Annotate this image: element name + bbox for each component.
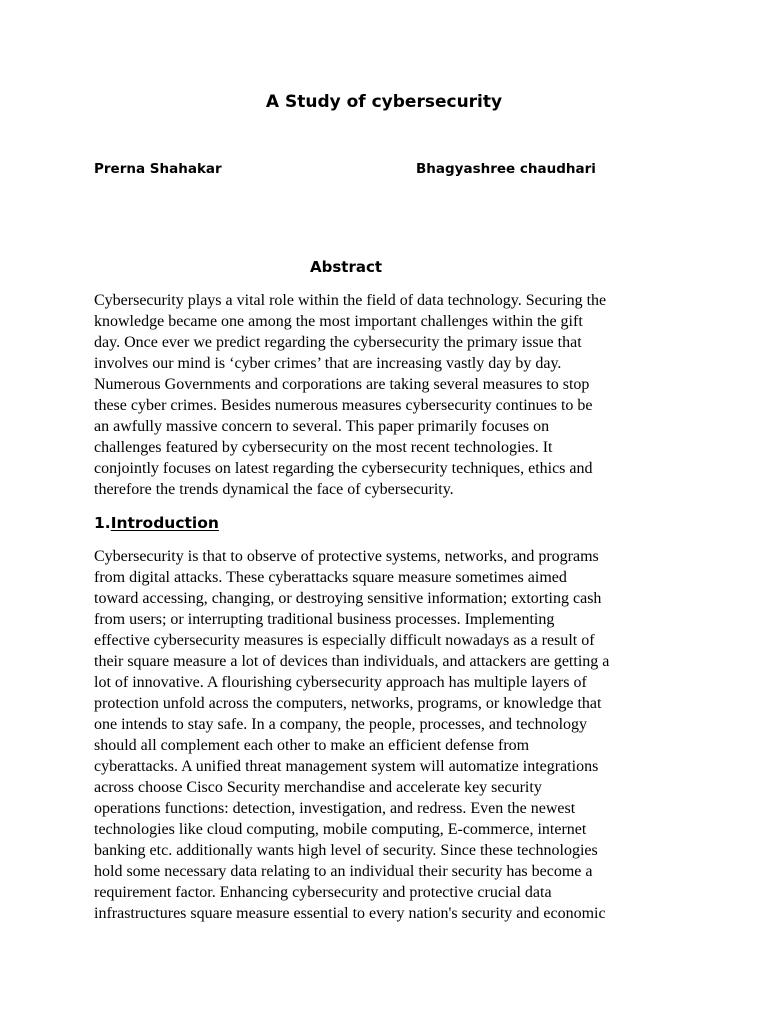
introduction-line: cyberattacks. A unified threat management system will automatize integrations — [94, 758, 599, 775]
paper-title: A Study of cybersecurity — [265, 92, 503, 112]
introduction-line: requirement factor. Enhancing cybersecurity and protective crucial data — [94, 884, 552, 901]
abstract-line: Numerous Governments and corporations are taking several measures to stop — [94, 376, 590, 393]
introduction-line: infrastructures square measure essential to every nation's security and economic — [94, 905, 606, 922]
abstract-line: conjointly focuses on latest regarding the cybersecurity techniques, ethics and — [94, 460, 593, 477]
abstract-line: an awfully massive concern to several. This paper primarily focuses on — [94, 418, 550, 435]
abstract-line: day. Once ever we predict regarding the cybersecurity the primary issue that — [94, 334, 582, 351]
abstract-heading: Abstract — [310, 258, 383, 276]
abstract-body — [94, 290, 684, 500]
introduction-line: should all complement each other to make an efficient defense from — [94, 737, 530, 754]
introduction-line: effective cybersecurity measures is especially difficult nowadays as a result of — [94, 632, 595, 649]
introduction-line: lot of innovative. A flourishing cybersecurity approach has multiple layers of — [94, 674, 587, 691]
introduction-line: from digital attacks. These cyberattacks square measure sometimes aimed — [94, 569, 567, 586]
abstract-line: knowledge became one among the most important challenges within the gift — [94, 313, 583, 330]
abstract-line: therefore the trends dynamical the face of cybersecurity. — [94, 481, 454, 498]
abstract-line: challenges featured by cybersecurity on the most recent technologies. It — [94, 439, 553, 456]
introduction-line: toward accessing, changing, or destroying sensitive information; extorting cash — [94, 590, 602, 607]
author-name-2: Bhagyashree chaudhari — [416, 161, 596, 177]
abstract-line: Cybersecurity plays a vital role within the field of data technology. Securing the — [94, 292, 607, 309]
introduction-line: protection unfold across the computers, networks, programs, or knowledge that — [94, 695, 602, 712]
introduction-line: banking etc. additionally wants high level of security. Since these technologies — [94, 842, 598, 859]
section-title: Introduction — [110, 514, 219, 532]
introduction-body — [94, 546, 684, 924]
introduction-line: across choose Cisco Security merchandise and accelerate key security — [94, 779, 542, 796]
abstract-line: these cyber crimes. Besides numerous measures cybersecurity continues to be — [94, 397, 593, 414]
author-name-1: Prerna Shahakar — [94, 161, 222, 177]
abstract-line: involves our mind is ‘cyber crimes’ that are increasing vastly day by day. — [94, 355, 562, 372]
introduction-line: one intends to stay safe. In a company, the people, processes, and technology — [94, 716, 588, 733]
section-number: 1. — [94, 514, 111, 532]
introduction-line: their square measure a lot of devices than individuals, and attackers are getting a — [94, 653, 610, 670]
introduction-line: technologies like cloud computing, mobile computing, E-commerce, internet — [94, 821, 587, 838]
introduction-line: Cybersecurity is that to observe of protective systems, networks, and programs — [94, 548, 599, 565]
introduction-line: hold some necessary data relating to an individual their security has become a — [94, 863, 593, 880]
introduction-line: from users; or interrupting traditional business processes. Implementing — [94, 611, 555, 628]
introduction-heading — [94, 512, 219, 534]
introduction-line: operations functions: detection, investigation, and redress. Even the newest — [94, 800, 576, 817]
